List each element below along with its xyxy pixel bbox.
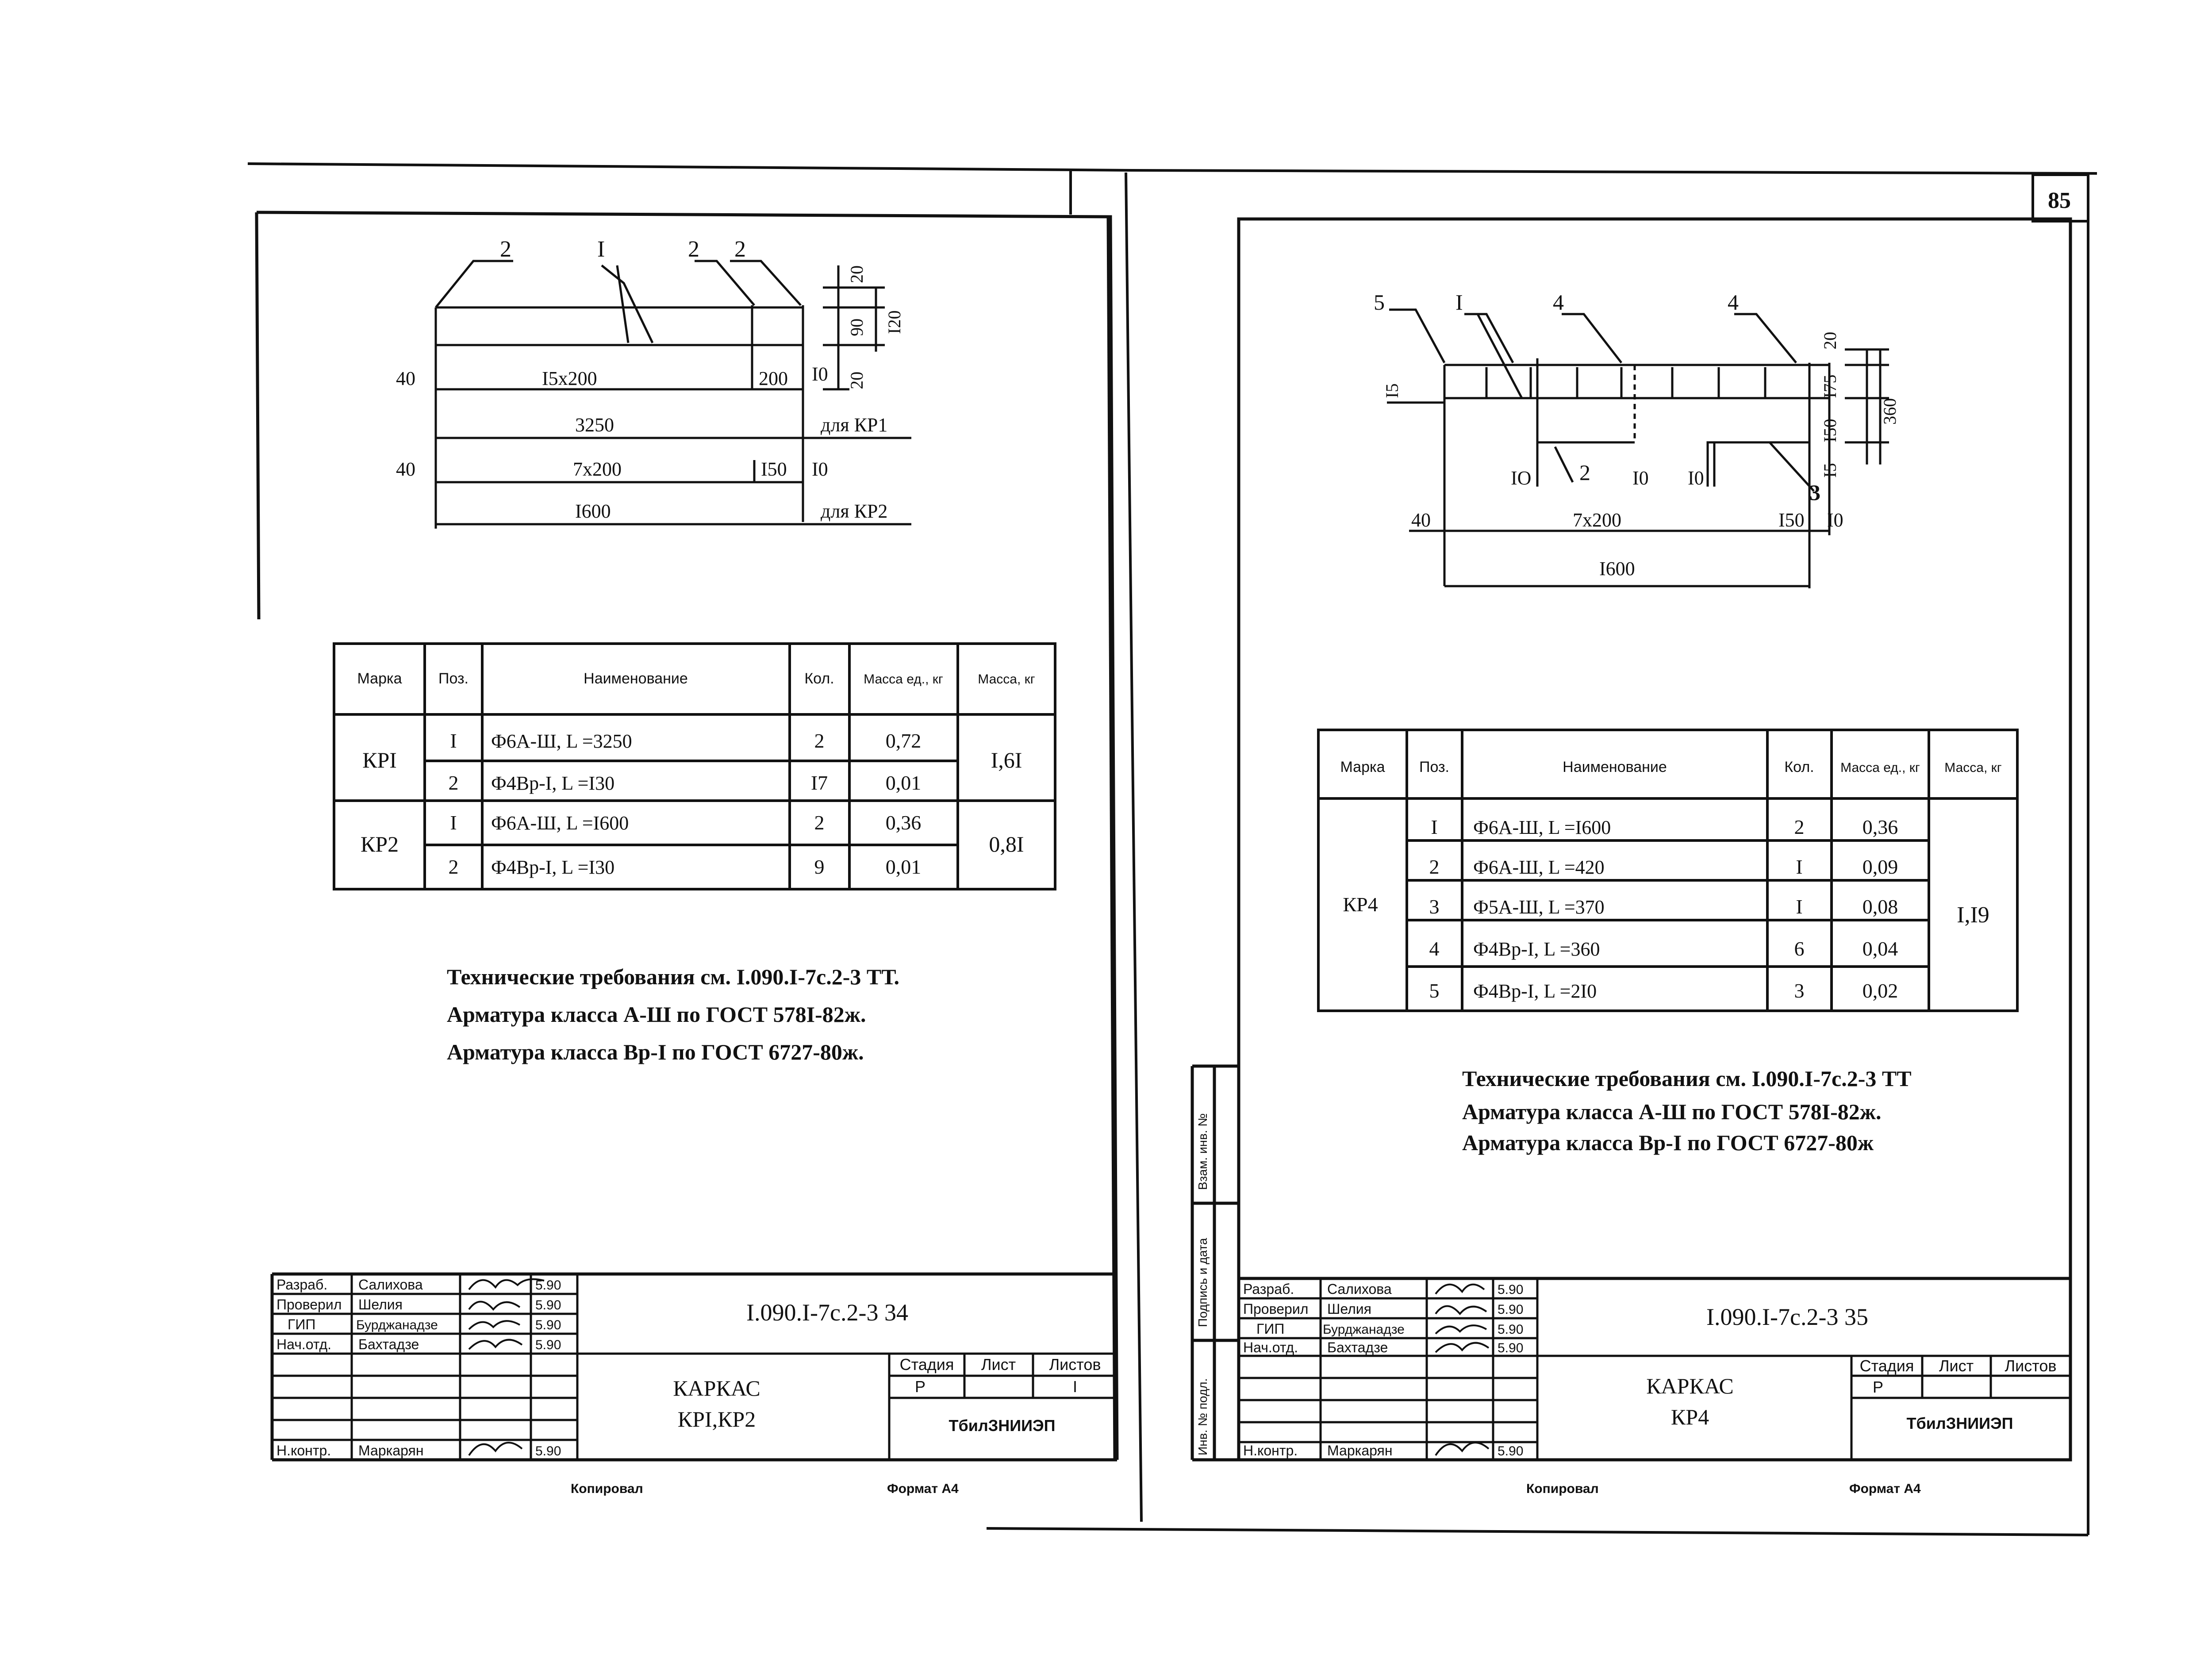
stamp-date: 5.90: [1498, 1302, 1524, 1317]
page-number-box: [2033, 175, 2088, 221]
table-header: Масса, кг: [978, 672, 1035, 687]
stamp-stage: Р: [1872, 1378, 1884, 1396]
table-cell: 0,02: [1862, 979, 1898, 1002]
stamp-header: Лист: [981, 1355, 1016, 1374]
table-cell-mark: КРI: [362, 748, 397, 772]
table-cell: Ф6А-Ш, L =I600: [1473, 817, 1611, 838]
dim-label: 20: [847, 265, 867, 283]
table-cell-mark: КР4: [1343, 893, 1378, 916]
drawing-title: КАРКАС: [1646, 1374, 1734, 1398]
table-cell: I: [450, 729, 457, 752]
table-cell: 0,72: [885, 729, 922, 752]
mark-label: 4: [1553, 290, 1564, 315]
stamp-date: 5.90: [535, 1444, 561, 1458]
organization: ТбилЗНИИЭП: [1906, 1414, 2013, 1432]
note-line: Технические требования см. I.090.I-7с.2-3 ТТ.: [447, 964, 900, 989]
table-cell: Ф6А-Ш, L =420: [1473, 856, 1605, 878]
dim-label: I0: [812, 458, 828, 480]
dim-label: для КР2: [821, 500, 888, 522]
left-title-block: [272, 1274, 1117, 1460]
table-cell: 3: [1429, 895, 1440, 918]
dim-label: 7x200: [573, 458, 622, 480]
table-header: Наименование: [1563, 759, 1667, 775]
stamp-role: Нач.отд.: [276, 1336, 332, 1352]
left-rebar-drawing: [396, 237, 911, 529]
table-cell: 9: [814, 856, 825, 878]
mark-label: I: [1455, 290, 1463, 315]
stamp-name: Бурджанадзе: [356, 1318, 438, 1332]
note-line: Арматура класса А-Ш по ГОСТ 578I-82ж.: [447, 1002, 866, 1027]
mark-label: 2: [500, 237, 511, 262]
table-cell: 2: [814, 811, 825, 834]
dim-label: 20: [847, 372, 867, 389]
right-notes: [1462, 1066, 1912, 1155]
stamp-date: 5.90: [1498, 1444, 1524, 1458]
left-sheet: [257, 212, 1117, 1496]
stamp-name: Бахтадзе: [358, 1336, 419, 1352]
stamp-stage: Р: [914, 1378, 926, 1396]
mark-label: 2: [734, 237, 746, 262]
mark-label: 5: [1374, 290, 1385, 315]
document-code: I.090.I-7с.2-3 34: [746, 1299, 908, 1326]
dim-label: 90: [847, 319, 867, 336]
stamp-name: Шелия: [358, 1297, 403, 1312]
dim-label: I50: [761, 458, 787, 480]
stamp-header: Листов: [1049, 1355, 1101, 1374]
stamp-name: Салихова: [1327, 1281, 1392, 1297]
stamp-name: Маркарян: [1327, 1443, 1393, 1458]
stamp-date: 5.90: [1498, 1341, 1524, 1355]
document-code: I.090.I-7с.2-3 35: [1706, 1304, 1868, 1330]
table-header: Наименование: [584, 670, 688, 687]
note-line: Арматура класса Вр-I по ГОСТ 6727-80ж: [1462, 1130, 1874, 1155]
footer-copied: Копировал: [1526, 1481, 1599, 1496]
stamp-date: 5.90: [535, 1338, 561, 1352]
table-cell: 2: [1429, 856, 1440, 878]
table-header: Кол.: [1784, 759, 1814, 775]
footer-format: Формат А4: [1849, 1481, 1921, 1496]
organization: ТбилЗНИИЭП: [949, 1416, 1056, 1435]
table-header: Масса ед., кг: [1840, 760, 1920, 775]
footer-copied: Копировал: [571, 1481, 643, 1496]
dim-label: I0: [1632, 467, 1649, 489]
table-cell: 0,01: [885, 771, 922, 794]
footer-format: Формат А4: [887, 1481, 959, 1496]
dim-label: 40: [396, 368, 415, 389]
stamp-role: Разраб.: [1243, 1281, 1294, 1297]
stamp-role: Н.контр.: [1243, 1443, 1298, 1458]
table-cell: Ф6А-Ш, L =3250: [491, 730, 632, 752]
right-sheet: [1192, 219, 2070, 1496]
table-cell: 2: [448, 771, 459, 794]
right-rebar-drawing: [1374, 290, 1900, 588]
table-cell: 2: [1794, 816, 1805, 838]
note-line: Арматура класса А-Ш по ГОСТ 578I-82ж.: [1462, 1099, 1882, 1124]
signature-marks: [1436, 1285, 1489, 1455]
table-cell: 4: [1429, 937, 1440, 960]
dim-label: IO: [1511, 467, 1532, 489]
table-cell: I: [1796, 856, 1803, 878]
mark-label: 4: [1728, 290, 1739, 315]
table-header: Кол.: [804, 670, 834, 687]
stamp-name: Бурджанадзе: [1323, 1322, 1405, 1337]
table-header: Масса ед., кг: [864, 672, 943, 687]
table-cell-mass: I,6I: [991, 748, 1022, 772]
table-cell: Ф4Вр-I, L =360: [1473, 938, 1600, 960]
right-spec-table: [1318, 730, 2017, 1011]
table-cell: 2: [448, 856, 459, 878]
dim-label: I0: [1688, 467, 1704, 489]
dim-label: для КР1: [821, 414, 888, 436]
stamp-date: 5.90: [535, 1318, 561, 1332]
table-cell-mass: I,I9: [1957, 902, 1989, 928]
stamp-date: 5.90: [535, 1298, 561, 1312]
dim-label: I50: [1778, 509, 1805, 531]
side-label: Взам. инв. №: [1196, 1113, 1210, 1190]
table-cell: 0,01: [885, 856, 922, 878]
stamp-header: Листов: [2005, 1357, 2057, 1375]
dim-label: I5: [1820, 463, 1840, 478]
stamp-date: 5.90: [1498, 1322, 1524, 1337]
stamp-role: Н.контр.: [276, 1443, 331, 1458]
stamp-role: Проверил: [1243, 1301, 1309, 1317]
left-spec-table: [334, 644, 1055, 889]
dim-label: I50: [1820, 418, 1840, 442]
dim-label: I600: [575, 500, 611, 522]
drawing-title: КР4: [1671, 1405, 1709, 1429]
page-number: 85: [2048, 188, 2071, 213]
dim-label: 3: [1809, 480, 1820, 505]
stamp-header: Стадия: [1859, 1357, 1914, 1375]
table-cell: Ф4Вр-I, L =2I0: [1473, 980, 1597, 1002]
left-notes: [447, 964, 899, 1064]
table-cell: I: [1796, 895, 1803, 918]
dim-label: 40: [396, 458, 415, 480]
note-line: Арматура класса Вр-I по ГОСТ 6727-80ж.: [447, 1040, 864, 1064]
side-label: Подпись и дата: [1196, 1238, 1210, 1327]
stamp-sheets: I: [1072, 1378, 1078, 1396]
table-cell: 5: [1429, 979, 1440, 1002]
mark-label: 2: [688, 237, 699, 262]
dim-label: I0: [812, 363, 828, 385]
dim-label: 2: [1579, 460, 1590, 485]
table-cell: Ф4Вр-I, L =I30: [491, 856, 615, 878]
stamp-header: Лист: [1939, 1357, 1974, 1375]
table-header: Марка: [1340, 759, 1385, 775]
table-cell: I: [450, 811, 457, 834]
table-cell: 0,09: [1862, 856, 1898, 878]
dim-label: I0: [1827, 509, 1843, 531]
dim-label: 3250: [575, 414, 614, 436]
table-cell: 0,36: [885, 811, 922, 834]
dim-label: 360: [1880, 398, 1900, 425]
stamp-name: Салихова: [358, 1277, 423, 1293]
dim-label: I5: [1382, 383, 1402, 398]
stamp-role: ГИП: [1256, 1321, 1285, 1337]
dim-label: 40: [1411, 509, 1431, 531]
table-cell: 0,04: [1862, 937, 1898, 960]
stamp-name: Бахтадзе: [1327, 1339, 1388, 1355]
stamp-role: Разраб.: [276, 1277, 328, 1293]
table-header: Масса, кг: [1944, 760, 2002, 775]
table-cell: 2: [814, 729, 825, 752]
dim-label: 7x200: [1573, 509, 1621, 531]
note-line: Технические требования см. I.090.I-7с.2-3 ТТ: [1462, 1066, 1912, 1091]
stamp-header: Стадия: [899, 1355, 954, 1374]
dim-label: I600: [1599, 558, 1635, 579]
drawing-title: КРI,КР2: [677, 1407, 756, 1431]
table-cell-mass: 0,8I: [989, 832, 1024, 856]
table-cell: Ф6А-Ш, L =I600: [491, 812, 629, 834]
stamp-date: 5.90: [535, 1278, 561, 1293]
table-cell: 6: [1794, 937, 1805, 960]
dim-label: I20: [884, 310, 904, 334]
stamp-role: Проверил: [276, 1297, 342, 1312]
stamp-date: 5.90: [1498, 1282, 1524, 1297]
signature-marks: [469, 1279, 544, 1455]
drawing-title: КАРКАС: [673, 1376, 760, 1401]
dim-label: I5x200: [542, 368, 597, 389]
dim-label: 20: [1820, 332, 1840, 349]
table-cell: Ф4Вр-I, L =I30: [491, 772, 615, 794]
table-cell: 0,36: [1862, 816, 1898, 838]
table-cell-mark: КР2: [360, 832, 399, 856]
dim-label: 200: [759, 368, 788, 389]
stamp-name: Маркарян: [358, 1443, 424, 1458]
stamp-name: Шелия: [1327, 1301, 1371, 1317]
table-cell: 0,08: [1862, 895, 1898, 918]
table-cell: 3: [1794, 979, 1805, 1002]
table-header: Поз.: [438, 670, 469, 687]
stamp-role: ГИП: [288, 1316, 316, 1332]
table-cell: I7: [810, 771, 828, 794]
table-cell: Ф5А-Ш, L =370: [1473, 896, 1605, 918]
right-title-block: [1239, 1278, 2070, 1460]
side-label: Инв. № подл.: [1196, 1378, 1210, 1455]
table-cell: I: [1431, 816, 1438, 838]
table-header: Поз.: [1419, 759, 1449, 775]
mark-label: I: [597, 237, 605, 262]
dim-label: I75: [1820, 374, 1840, 398]
table-header: Марка: [357, 670, 402, 687]
stamp-role: Нач.отд.: [1243, 1339, 1298, 1355]
